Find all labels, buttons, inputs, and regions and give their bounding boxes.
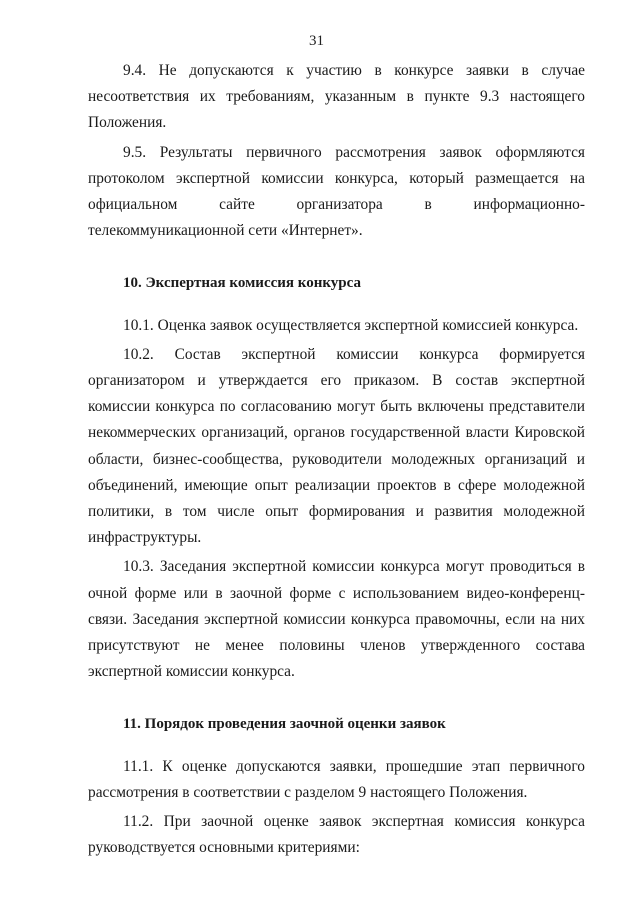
paragraph-11-2: 11.2. При заочной оценке заявок экспертная комиссия конкурса руководствуется основными критериями:: [88, 813, 585, 857]
paragraph-10-1: 10.1. Оценка заявок осуществляется экспертной комиссией конкурса.: [123, 316, 579, 334]
section-heading-10: 10. Экспертная комиссия конкурса: [123, 275, 361, 292]
section-heading-11: 11. Порядок проведения заочной оценки заявок: [123, 716, 446, 733]
paragraph-9-4: 9.4. Не допускаются к участию в конкурсе заявки в случае несоответствия их требованиям, указанным в пункте 9.3 настоящего Положения.: [88, 62, 585, 132]
paragraph-11-1: 11.1. К оценке допускаются заявки, прошедшие этап первичного рассмотрения в соответствии с разделом 9 настоящего Положения.: [88, 757, 585, 801]
paragraph-10-3: 10.3. Заседания экспертной комиссии конкурса могут проводиться в очной форме или в заочной форме с использованием видео-конференц-связи. Заседания экспертной комиссии конкурса правомочны, если на них присутствуют не менее половины членов утвержденного состава экспертной комиссии конкурса.: [88, 558, 585, 681]
paragraph-10-2: 10.2. Состав экспертной комиссии конкурса формируется организатором и утверждается его приказом. В состав экспертной комиссии конкурса по согласованию могут быть включены представители некоммерческих организаций, органов государственной власти Кировской области, бизнес-сообщества, руководители молодежных организаций и объединений, имеющие опыт реализации проектов в сфере молодежной политики, в том числе опыт формирования и развития молодежной инфраструктуры.: [88, 345, 585, 547]
paragraph-9-5: 9.5. Результаты первичного рассмотрения заявок оформляются протоколом экспертной комиссии конкурса, который размещается на официальном сайте организатора в информационно-телекоммуникационной сети «Интернет».: [88, 143, 585, 240]
document-body: [88, 58, 585, 861]
page-number: 31: [309, 33, 324, 49]
